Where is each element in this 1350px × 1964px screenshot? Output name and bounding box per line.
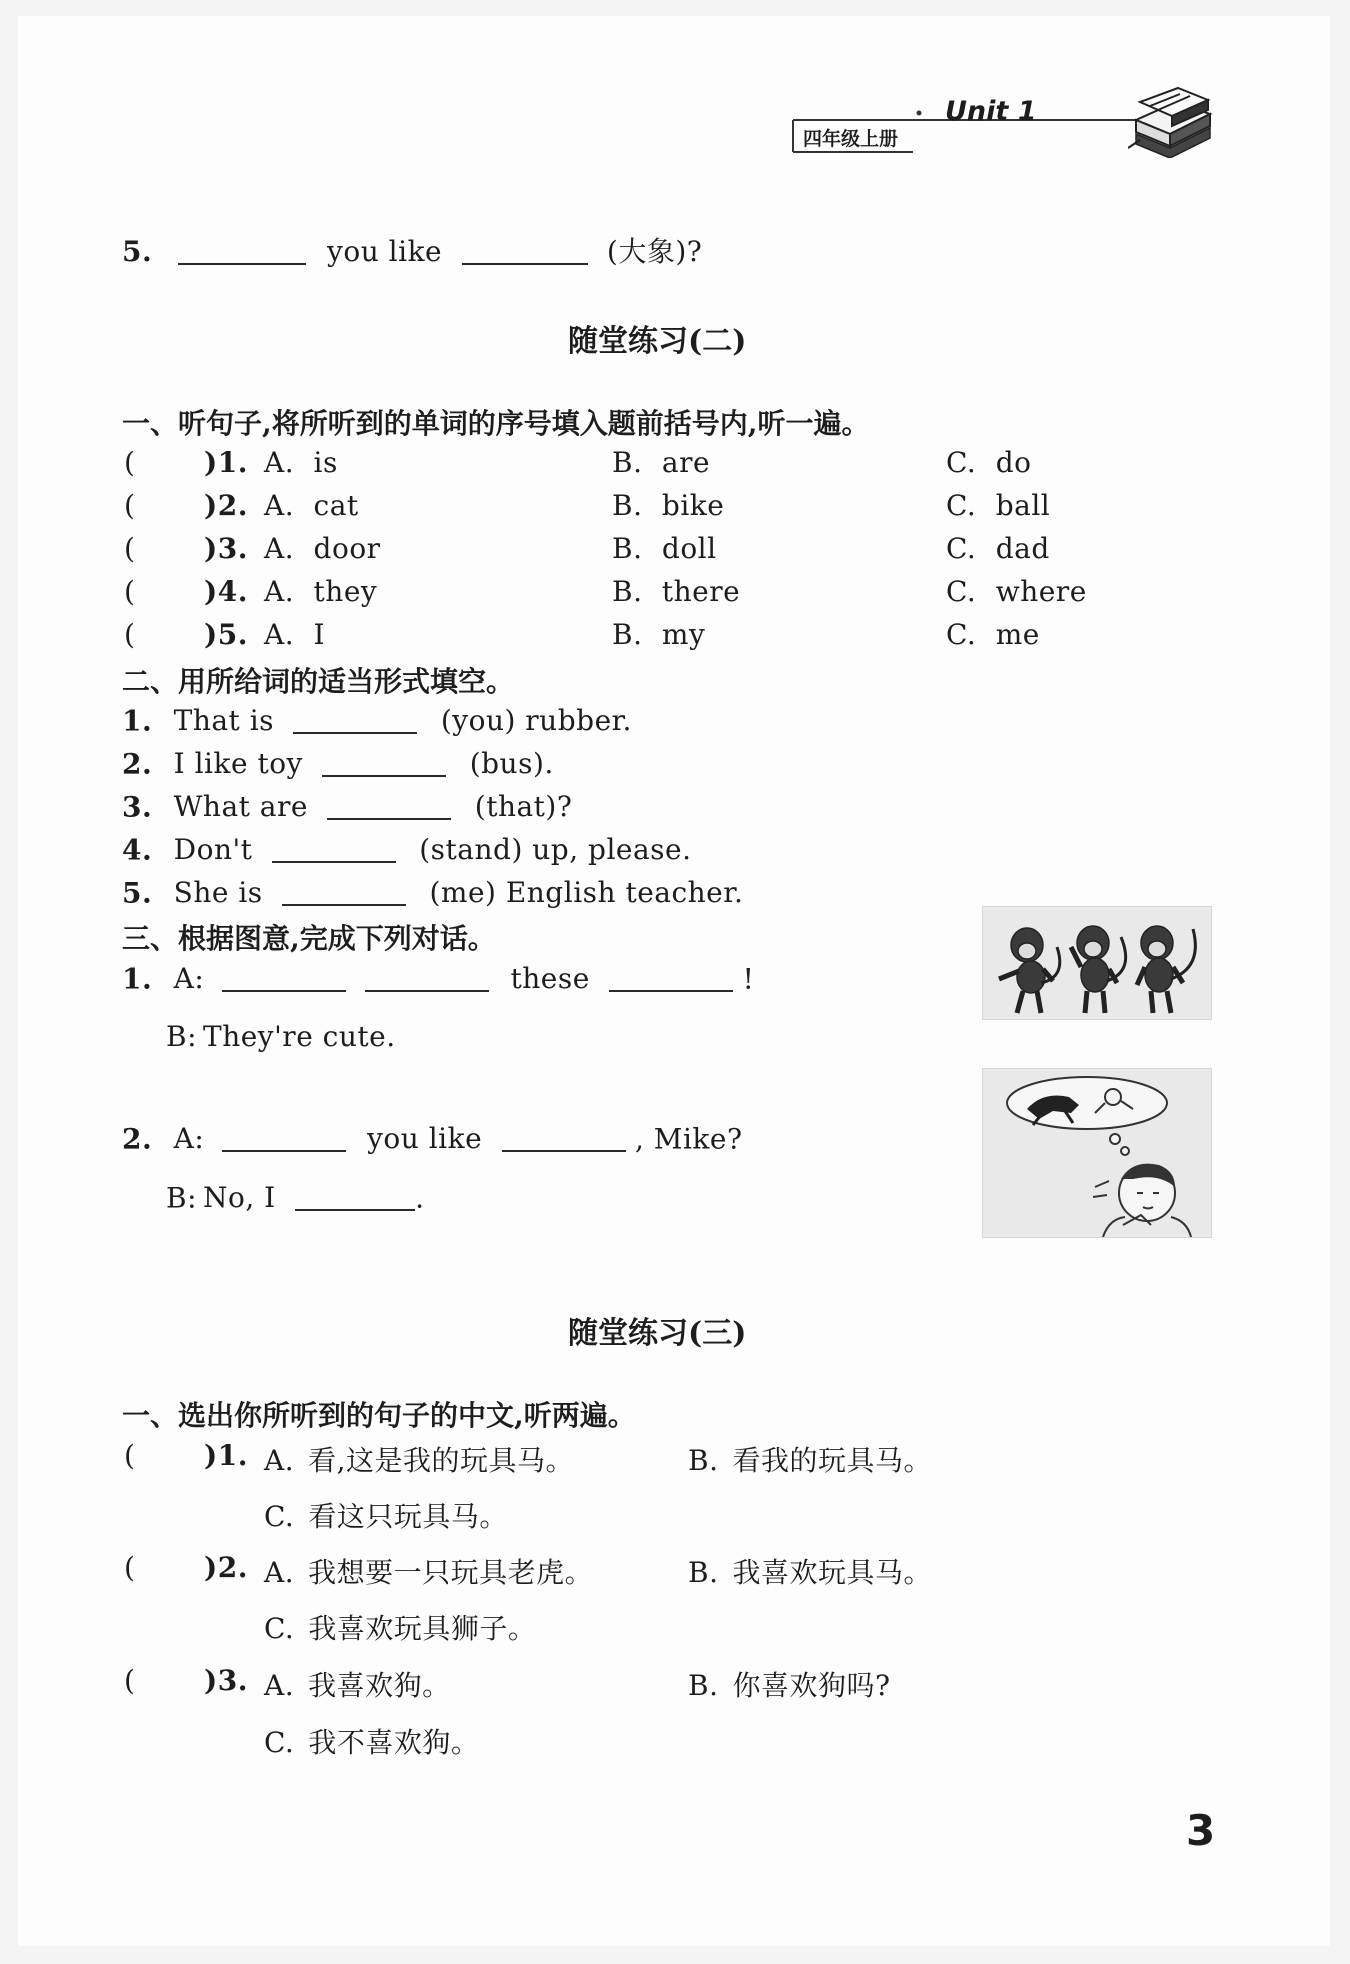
- list-item: ( )2.: [124, 1551, 248, 1584]
- monkeys-illustration: [983, 907, 1211, 1019]
- list-item: ( )1.: [124, 1439, 248, 1472]
- boy-dog-illustration: [983, 1069, 1211, 1237]
- option-c: me: [995, 618, 1040, 651]
- option-b: doll: [661, 532, 717, 565]
- dialog-1-line-b: B: They're cute.: [166, 1020, 396, 1053]
- answer-paren[interactable]: (: [124, 1551, 136, 1584]
- option-a: 我喜欢狗。: [308, 1669, 451, 1702]
- option-b: 看我的玩具马。: [732, 1444, 932, 1477]
- list-item: 3. What are (that)?: [122, 790, 573, 824]
- answer-paren[interactable]: (: [124, 446, 136, 479]
- answer-blank[interactable]: [282, 875, 406, 906]
- section-title-2: 随堂练习(二): [568, 324, 747, 359]
- option-b: there: [661, 575, 741, 608]
- option-c: where: [995, 575, 1087, 608]
- answer-blank[interactable]: [222, 1121, 346, 1152]
- answer-blank[interactable]: [178, 234, 306, 265]
- answer-paren[interactable]: (: [124, 575, 136, 608]
- option-a: door: [313, 532, 381, 565]
- option-c: ball: [995, 489, 1051, 522]
- question-hint: (大象)?: [606, 235, 703, 268]
- answer-blank[interactable]: [327, 789, 451, 820]
- books-icon: [1128, 82, 1214, 158]
- answer-blank[interactable]: [295, 1180, 415, 1211]
- option-a: is: [313, 446, 338, 479]
- answer-blank[interactable]: [609, 961, 733, 992]
- option-b: my: [661, 618, 706, 651]
- option-c: 看这只玩具马。: [308, 1500, 508, 1533]
- answer-paren[interactable]: (: [124, 532, 136, 565]
- answer-blank[interactable]: [365, 961, 489, 992]
- option-a: they: [313, 575, 378, 608]
- answer-paren[interactable]: (: [124, 1664, 136, 1697]
- option-a: 我想要一只玩具老虎。: [308, 1556, 594, 1589]
- section-title-3: 随堂练习(三): [568, 1316, 747, 1351]
- list-item: ( )3.: [124, 1664, 248, 1697]
- option-c: 我喜欢玩具狮子。: [308, 1612, 537, 1645]
- dialog-2-line-b: B: No, I .: [166, 1181, 425, 1215]
- grade-label: 四年级上册: [803, 128, 899, 150]
- question-text: you like: [327, 235, 443, 268]
- option-c: dad: [995, 532, 1050, 565]
- monkeys-picture: [982, 906, 1212, 1020]
- answer-blank[interactable]: [462, 234, 588, 265]
- list-item: ( )5.: [124, 618, 248, 651]
- option-b: bike: [661, 489, 725, 522]
- list-item: ( )1.: [124, 446, 248, 479]
- list-item: 4. Don't (stand) up, please.: [122, 833, 692, 867]
- dialog-2-line-a: 2. A: you like , Mike?: [122, 1122, 743, 1156]
- answer-paren[interactable]: (: [124, 618, 136, 651]
- option-a: I: [313, 618, 326, 651]
- option-b: 你喜欢狗吗?: [732, 1669, 891, 1702]
- list-item: 1. That is (you) rubber.: [122, 704, 632, 738]
- answer-blank[interactable]: [502, 1121, 626, 1152]
- answer-blank[interactable]: [222, 961, 346, 992]
- option-b: 我喜欢玩具马。: [732, 1556, 932, 1589]
- part2-heading: 二、用所给词的适当形式填空。: [122, 665, 515, 698]
- option-a: 看,这是我的玩具马。: [308, 1444, 575, 1477]
- list-item: ( )4.: [124, 575, 248, 608]
- answer-paren[interactable]: (: [124, 489, 136, 522]
- list-item: ( )3.: [124, 532, 248, 565]
- part1-heading: 一、听句子,将所听到的单词的序号填入题前括号内,听一遍。: [122, 407, 870, 440]
- question-number: 5.: [122, 235, 153, 268]
- part3-heading: 三、根据图意,完成下列对话。: [122, 922, 496, 955]
- dialog-1-line-a: 1. A: these !: [122, 962, 755, 996]
- option-a: cat: [313, 489, 359, 522]
- answer-blank[interactable]: [293, 703, 417, 734]
- option-c: do: [995, 446, 1032, 479]
- page-number: 3: [1186, 1806, 1216, 1855]
- boy-dog-picture: [982, 1068, 1212, 1238]
- option-c: 我不喜欢狗。: [308, 1726, 480, 1759]
- answer-blank[interactable]: [322, 746, 446, 777]
- list-item: 2. I like toy (bus).: [122, 747, 554, 781]
- answer-blank[interactable]: [272, 832, 396, 863]
- section3-part1-heading: 一、选出你所听到的句子的中文,听两遍。: [122, 1399, 636, 1432]
- list-item: 5. She is (me) English teacher.: [122, 876, 744, 910]
- unit-label: Unit 1: [945, 96, 1037, 127]
- answer-paren[interactable]: (: [124, 1439, 136, 1472]
- list-item: ( )2.: [124, 489, 248, 522]
- option-b: are: [661, 446, 711, 479]
- top-question-5: [122, 230, 702, 270]
